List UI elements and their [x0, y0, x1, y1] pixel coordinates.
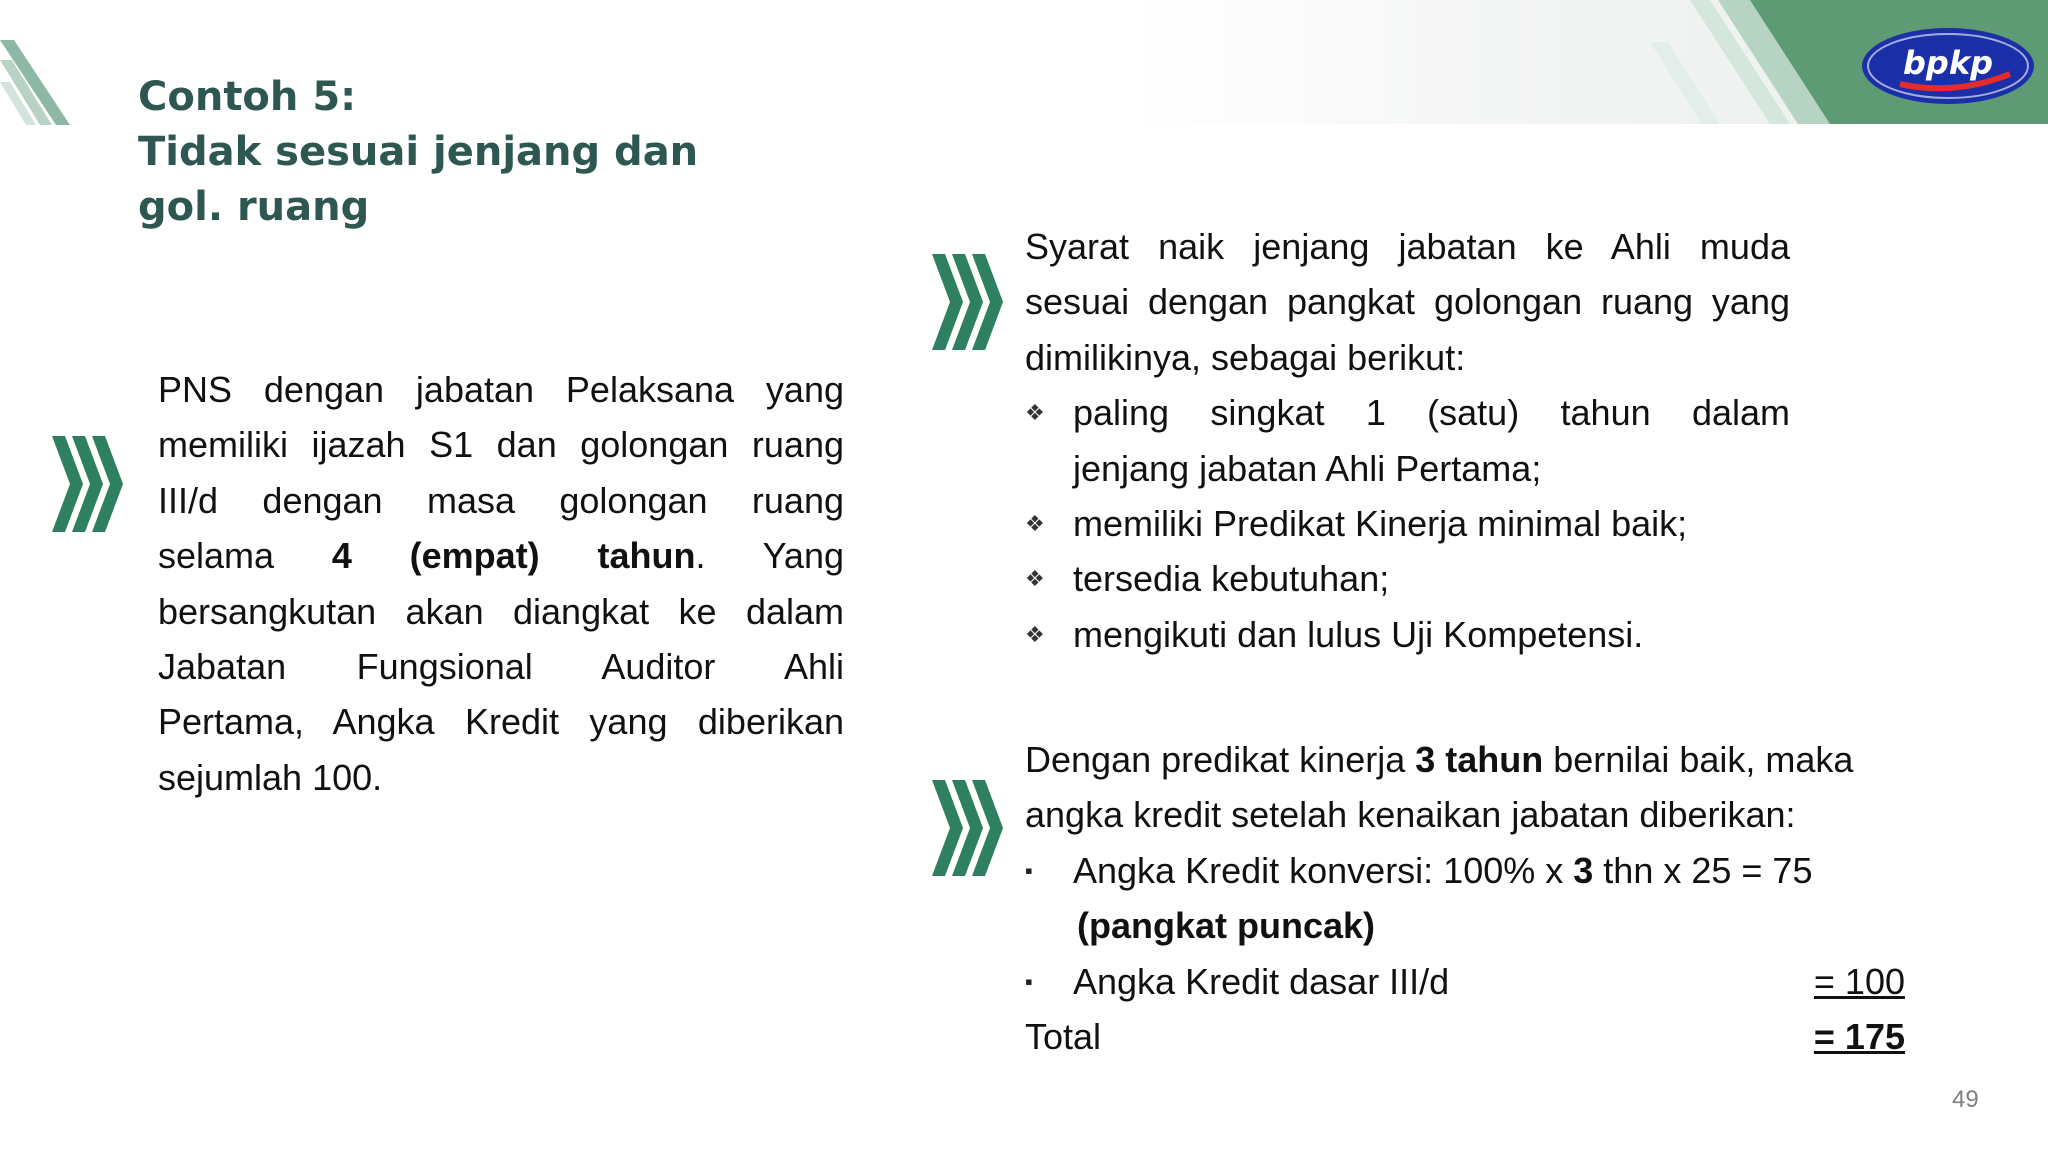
title-line: gol. ruang: [138, 184, 370, 230]
triple-chevron-icon: [928, 254, 1008, 350]
calculation-block: [1025, 732, 1905, 1064]
corner-decoration-left: [0, 40, 70, 125]
title-line: Contoh 5:: [138, 74, 357, 120]
list-item: ❖ mengikuti dan lulus Uji Kompetensi.: [1025, 607, 1790, 662]
diamond-bullet-icon: ❖: [1025, 400, 1045, 426]
text-line: sesuai dengan pangkat golongan ruang yang: [1025, 281, 1790, 323]
calc-item-note: (pangkat puncak): [1077, 905, 1376, 947]
text-line: bersangkutan akan diangkat ke dalam: [158, 590, 844, 632]
text-line: III/d dengan masa golongan ruang: [158, 479, 844, 521]
diamond-bullet-icon: ❖: [1025, 511, 1045, 537]
triple-chevron-icon: [48, 436, 128, 532]
text-line: memiliki ijazah S1 dan golongan ruang: [158, 424, 844, 466]
page-number: 49: [1952, 1086, 1979, 1113]
emphasis: 4 (empat) tahun: [331, 535, 696, 577]
text-line: Pertama, Angka Kredit yang diberikan: [158, 701, 844, 743]
text-line: angka kredit setelah kenaikan jabatan diberikan:: [1025, 794, 1796, 836]
title-line: Tidak sesuai jenjang dan: [138, 129, 699, 175]
diamond-bullet-icon: ❖: [1025, 621, 1045, 647]
calc-total: [1025, 1009, 1905, 1064]
triple-chevron-icon: [928, 780, 1008, 876]
calc-value: = 100: [1813, 960, 1905, 1002]
calc-item-base: [1025, 954, 1905, 1009]
text-line: Jabatan Fungsional Auditor Ahli: [158, 646, 844, 688]
bpkp-logo: [1860, 26, 2036, 106]
requirements-block: [1025, 219, 1790, 662]
text-line: Syarat naik jenjang jabatan ke Ahli muda: [1025, 226, 1790, 267]
text-line: selama 4 (empat) tahun. Yang: [158, 535, 844, 577]
calc-item-conversion: ▪ Angka Kredit konversi: 100% x 3 thn x 25 = 75: [1025, 843, 1905, 898]
list-item: ❖ tersedia kebutuhan;: [1025, 551, 1790, 606]
text-line: dimilikinya, sebagai berikut:: [1025, 336, 1466, 378]
text-line: sejumlah 100.: [158, 756, 383, 798]
requirements-list: [1025, 385, 1790, 662]
diamond-bullet-icon: ❖: [1025, 566, 1045, 592]
logo-text: bpkp: [1903, 44, 1993, 82]
text-line: PNS dengan jabatan Pelaksana yang: [158, 369, 844, 410]
emphasis: 3 tahun: [1415, 739, 1544, 780]
total-value: = 175: [1813, 1015, 1905, 1057]
total-label: Total: [1025, 1015, 1102, 1057]
slide-title: [138, 70, 838, 235]
square-bullet-icon: ▪: [1025, 857, 1033, 883]
list-item: ❖ paling singkat 1 (satu) tahun dalam jenjang jabatan Ahli Pertama;: [1025, 385, 1790, 496]
list-item: ❖ memiliki Predikat Kinerja minimal baik;: [1025, 496, 1790, 551]
square-bullet-icon: ▪: [1025, 968, 1033, 994]
calc-label: Angka Kredit dasar III/d: [1073, 960, 1450, 1002]
case-description: [158, 362, 844, 805]
text-line: Dengan predikat kinerja 3 tahun bernilai baik, maka: [1025, 739, 1854, 780]
